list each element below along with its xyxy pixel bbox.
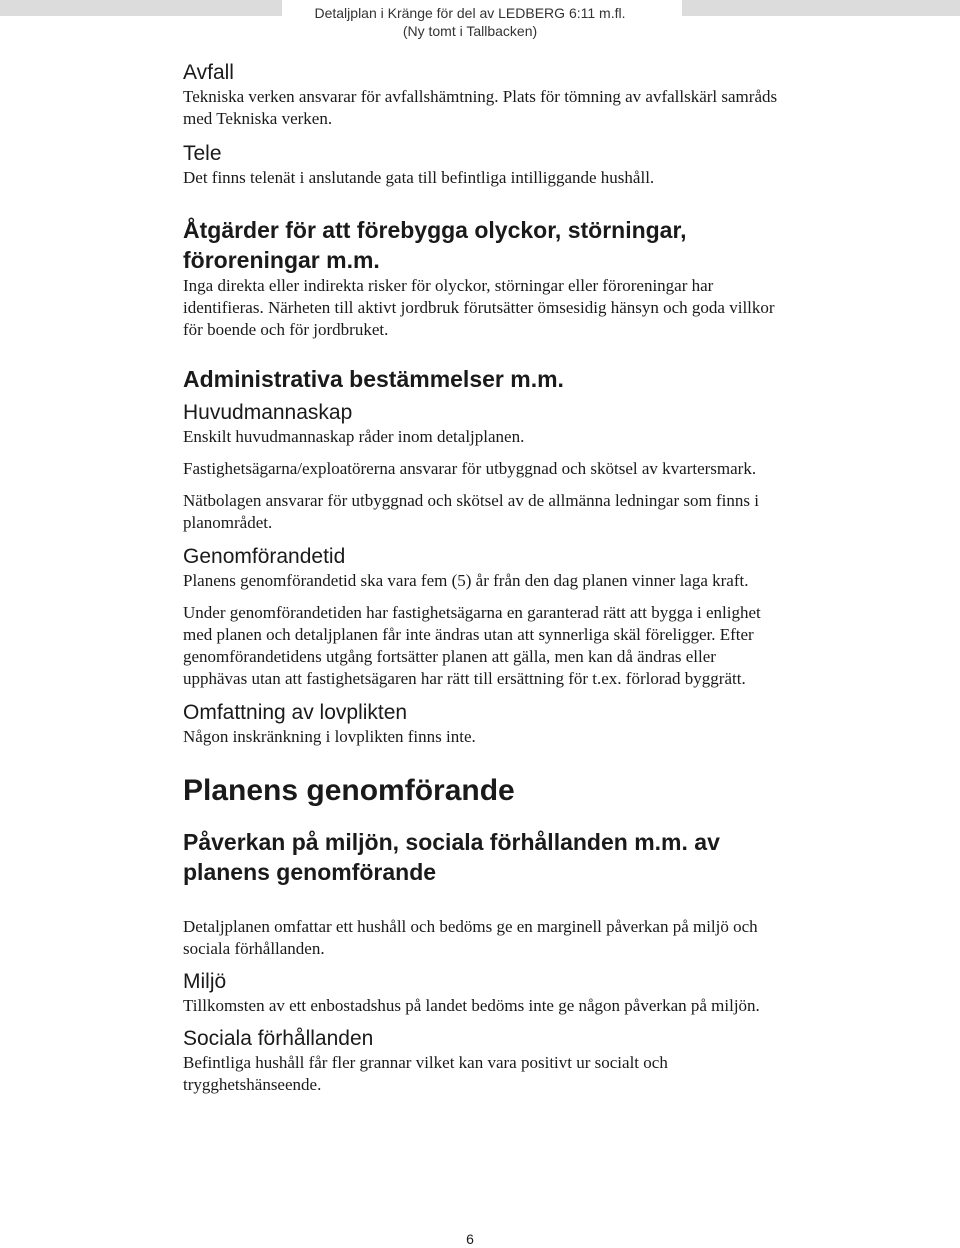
paragraph-paverkan: Detaljplanen omfattar ett hushåll och bedöms ge en marginell påverkan på miljö och sociala förhållanden. [183,917,758,958]
heading-atgarder: Åtgärder för att förebygga olyckor, störningar, föroreningar m.m. [183,217,687,273]
page-header [0,0,960,40]
header-decor-left [0,0,282,16]
paragraph-lovplikt: Någon inskränkning i lovplikten finns inte. [183,727,476,746]
paragraph-genomforandetid-2: Under genomförandetiden har fastighetsägarna en garanterad rätt att bygga i enlighet med planen och detaljplanen får inte ändras utan att synnerliga skäl föreligger. Efter genomförandetidens utgång fortsätter planen att gälla, men kan då ändras eller upphävas utan att fastighetsägaren har rätt till ersättning för t.ex. förlorad byggrätt. [183,603,761,688]
heading-huvudmannaskap: Huvudmannaskap [183,401,353,424]
heading-planens-genomforande: Planens genomförande [183,774,515,807]
heading-administrativa: Administrativa bestämmelser m.m. [183,366,564,392]
paragraph-huvudmannaskap-1: Enskilt huvudmannaskap råder inom detaljplanen. [183,427,525,446]
header-decor-right [682,0,960,16]
header-title-line1: Detaljplan i Kränge för del av LEDBERG 6:11 m.fl. [314,5,626,21]
heading-paverkan: Påverkan på miljön, sociala förhållanden m.m. av planens genomförande [183,829,720,885]
heading-tele: Tele [183,142,222,165]
paragraph-avfall: Tekniska verken ansvarar för avfallshämtning. Plats för tömning av avfallskärl samråds med Tekniska verken. [183,87,778,128]
heading-lovplikt: Omfattning av lovplikten [183,701,408,724]
page-number: 6 [466,1231,474,1247]
header-title [300,4,640,40]
paragraph-genomforandetid-1: Planens genomförandetid ska vara fem (5) år från den dag planen vinner laga kraft. [183,571,749,590]
document-body [183,60,783,1096]
heading-avfall: Avfall [183,61,234,84]
paragraph-miljo: Tillkomsten av ett enbostadshus på landet bedöms inte ge någon påverkan på miljön. [183,996,760,1015]
heading-genomforandetid: Genomförandetid [183,545,346,568]
header-title-line2: (Ny tomt i Tallbacken) [402,23,538,39]
paragraph-sociala: Befintliga hushåll får fler grannar vilket kan vara positivt ur socialt och trygghetshänseende. [183,1053,668,1094]
paragraph-atgarder: Inga direkta eller indirekta risker för olyckor, störningar eller föroreningar har identifieras. Närheten till aktivt jordbruk förutsätter ömsesidig hänsyn och goda villkor för boende och för jordbruket. [183,276,775,339]
paragraph-tele: Det finns telenät i anslutande gata till befintliga intilliggande hushåll. [183,168,655,187]
heading-sociala: Sociala förhållanden [183,1027,374,1050]
paragraph-huvudmannaskap-2: Fastighetsägarna/exploatörerna ansvarar för utbyggnad och skötsel av kvartersmark. [183,459,757,478]
heading-miljo: Miljö [183,970,227,993]
paragraph-huvudmannaskap-3: Nätbolagen ansvarar för utbyggnad och skötsel av de allmänna ledningar som finns i planområdet. [183,491,759,532]
